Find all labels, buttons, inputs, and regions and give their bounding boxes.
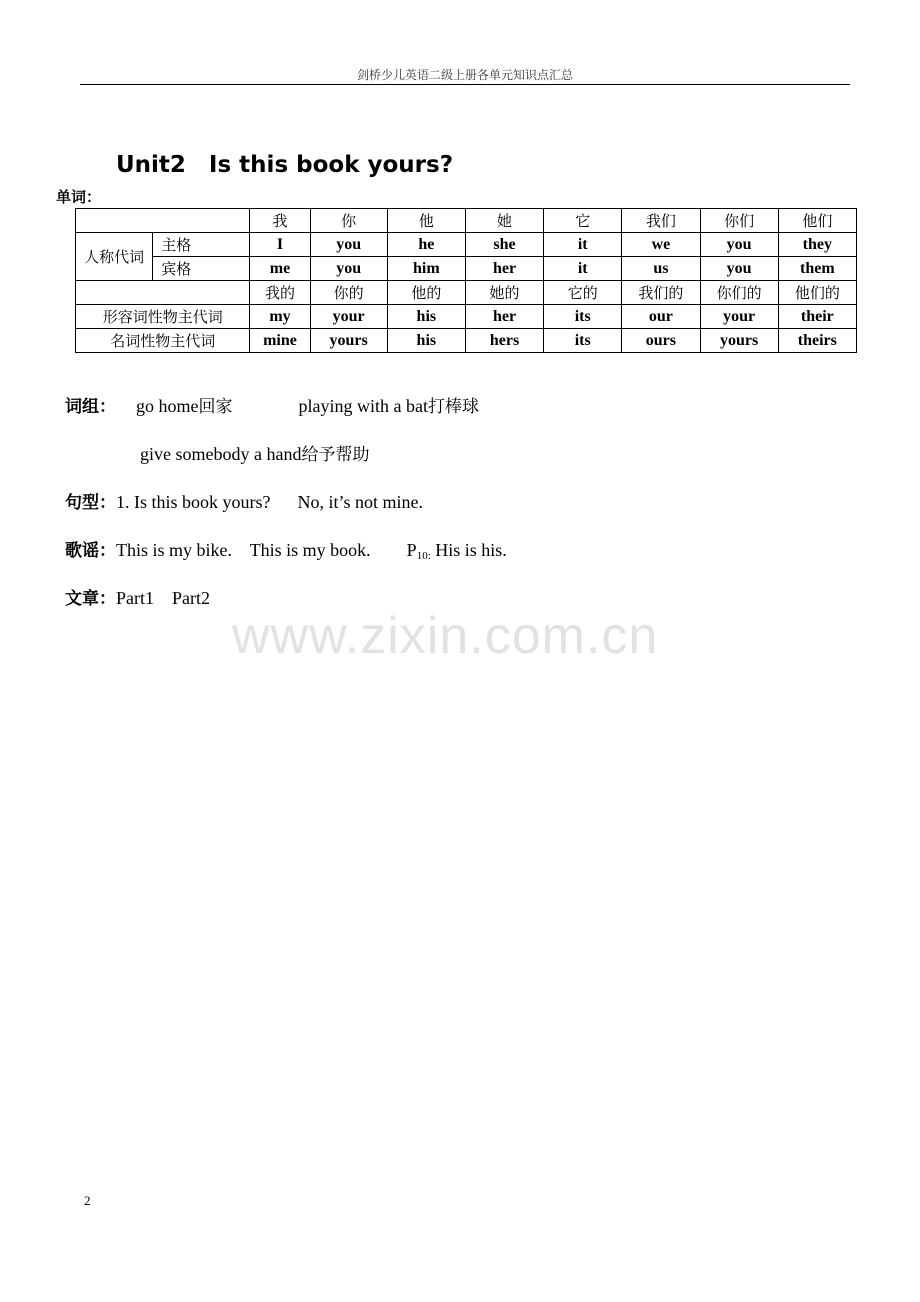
sentences-label: 句型： [65,493,116,513]
table-cell: 他们 [778,209,856,233]
table-cell: you [310,257,387,281]
page-number: 2 [84,1193,91,1208]
table-cell: them [778,257,856,281]
table-cell: you [310,233,387,257]
table-cell: 我们 [622,209,700,233]
unit-title: Unit2 Is this book yours? [116,152,454,178]
table-cell: I [250,233,310,257]
article-text: Part1 Part2 [116,588,210,608]
object-row [76,257,857,281]
empty-cell [76,281,250,305]
table-cell: hers [465,329,543,353]
noun-possessive-row [76,329,857,353]
table-cell: he [387,233,465,257]
phrase-en: playing with a bat [298,396,428,416]
sentences-line [56,467,423,513]
subject-label: 主格 [153,233,250,257]
table-cell: we [622,233,700,257]
table-cell: it [544,233,622,257]
table-cell: your [310,305,387,329]
article-label: 文章： [65,589,116,609]
possessive-cn-row [76,281,857,305]
table-header-row [76,209,857,233]
header-rule [80,84,850,85]
noun-possessive-label: 名词性物主代词 [76,329,250,353]
table-cell: mine [250,329,310,353]
table-cell: 你的 [310,281,387,305]
vocab-label: 单词： [56,188,102,206]
phrase-cn: 回家 [198,397,233,417]
table-cell: his [387,305,465,329]
table-cell: 他们的 [778,281,856,305]
pronoun-table [75,208,857,353]
rhymes-line [56,515,507,562]
table-cell: yours [310,329,387,353]
table-cell: you [700,257,778,281]
table-cell: yours [700,329,778,353]
table-cell: she [465,233,543,257]
pronoun-group-label: 人称代词 [76,233,153,281]
phrases-line-2 [131,419,369,465]
table-cell: my [250,305,310,329]
table-cell: they [778,233,856,257]
rhymes-text-end: His is his. [430,540,507,560]
table-cell: it [544,257,622,281]
table-cell: our [622,305,700,329]
table-cell: us [622,257,700,281]
table-cell: his [387,329,465,353]
table-cell: 她的 [465,281,543,305]
adj-possessive-label: 形容词性物主代词 [76,305,250,329]
sentences-text: 1. Is this book yours? No, it’s not mine. [116,492,423,512]
empty-corner-cell [76,209,250,233]
table-cell: him [387,257,465,281]
table-cell: 我的 [250,281,310,305]
rhymes-label: 歌谣： [65,541,116,561]
phrases-line [56,371,479,417]
table-cell: 它 [544,209,622,233]
table-cell: 他 [387,209,465,233]
table-cell: their [778,305,856,329]
table-cell: her [465,305,543,329]
table-cell: theirs [778,329,856,353]
table-cell: 我 [250,209,310,233]
running-header: 剑桥少儿英语二级上册各单元知识点汇总 [356,68,573,82]
table-cell: 他的 [387,281,465,305]
table-cell: 她 [465,209,543,233]
table-cell: its [544,305,622,329]
table-cell: her [465,257,543,281]
watermark: www.zixin.com.cn [232,607,659,665]
subject-row [76,233,857,257]
adjective-possessive-row [76,305,857,329]
phrase-en: go home [136,396,199,416]
phrase-cn: 打棒球 [427,397,479,417]
page-reference-subscript: 10: [416,550,431,562]
phrases-label: 词组： [65,397,116,417]
rhymes-text: This is my bike. This is my book. P [116,540,417,560]
article-line [56,563,210,609]
table-cell: you [700,233,778,257]
table-cell: ours [622,329,700,353]
phrase-cn: 给予帮助 [301,445,370,465]
phrase-en: give somebody a hand [140,444,302,464]
table-cell: your [700,305,778,329]
table-cell: 你们的 [700,281,778,305]
table-cell: its [544,329,622,353]
table-cell: 你们 [700,209,778,233]
object-label: 宾格 [153,257,250,281]
table-cell: 我们的 [622,281,700,305]
table-cell: me [250,257,310,281]
table-cell: 它的 [544,281,622,305]
table-cell: 你 [310,209,387,233]
